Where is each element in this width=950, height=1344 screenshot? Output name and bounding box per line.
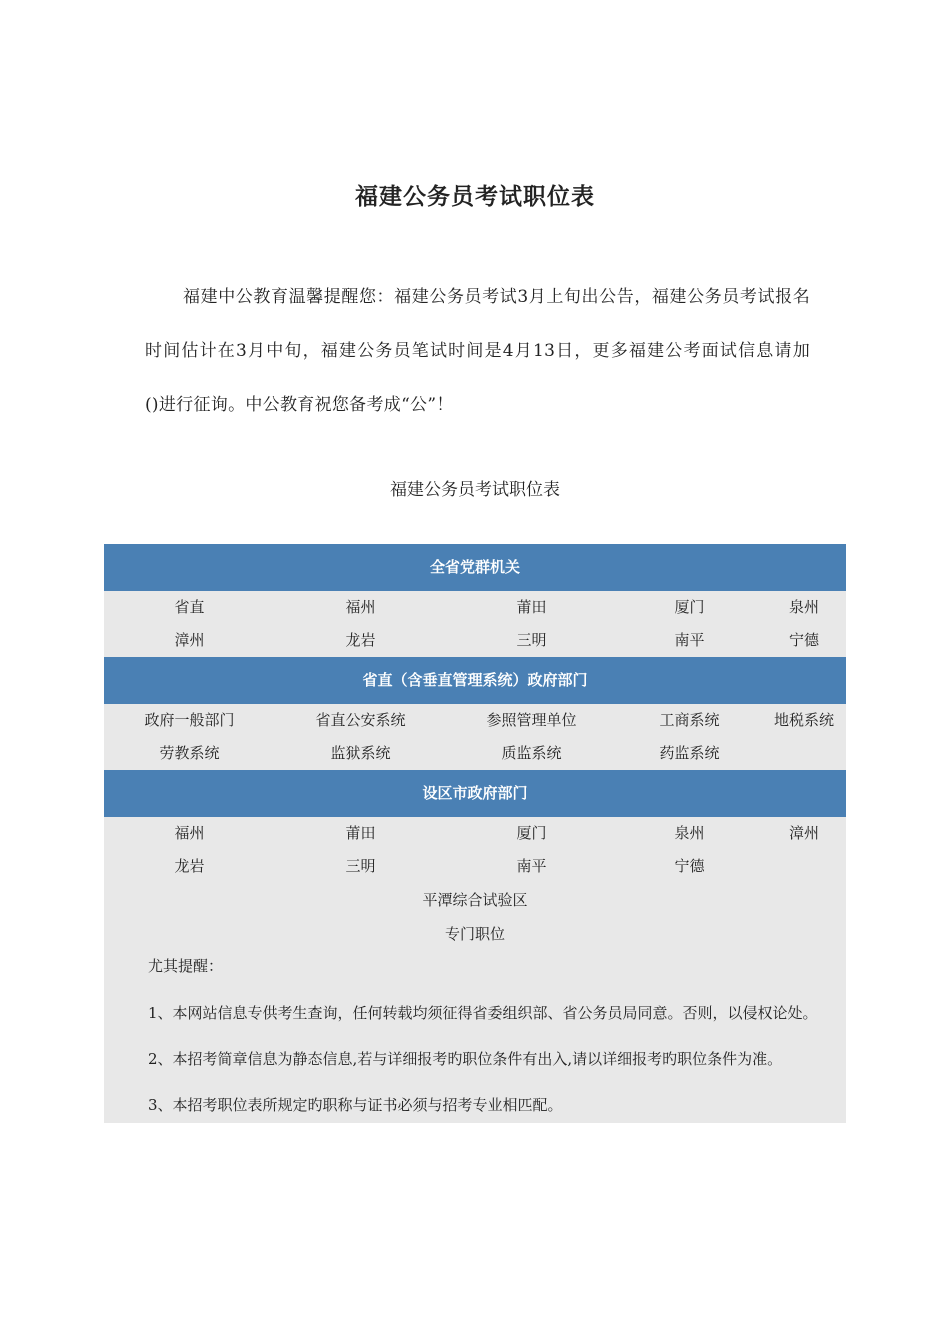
table-cell-link[interactable]: 泉州 bbox=[674, 824, 705, 842]
intro-paragraph: 福建中公教育温馨提醒您：福建公务员考试3月上旬出公告，福建公务员考试报名时间估计在3月中旬，福建公务员笔试时间是4月13日，更多福建公考面试信息请加 ()进行征询。中公教育祝您备考成“公”！ bbox=[145, 287, 834, 415]
notes-title: 尤其提醒： bbox=[148, 957, 224, 975]
table-cell-link[interactable]: 质监系统 bbox=[501, 744, 562, 762]
table-cell-link[interactable]: 厦门 bbox=[516, 824, 547, 842]
table-cell-link[interactable]: 福州 bbox=[174, 824, 205, 842]
section-header: 全省党群机关 bbox=[104, 544, 846, 591]
table-row bbox=[104, 704, 846, 737]
table-cell-link[interactable]: 漳州 bbox=[788, 824, 819, 842]
table-cell-link[interactable]: 参照管理单位 bbox=[486, 711, 577, 729]
table-cell-link[interactable]: 工商系统 bbox=[659, 711, 720, 729]
table-cell-link[interactable]: 三明 bbox=[516, 631, 547, 649]
special-positions-link[interactable]: 专门职位 bbox=[444, 925, 505, 943]
table-cell-link[interactable]: 宁德 bbox=[674, 857, 705, 875]
table-row bbox=[104, 624, 846, 657]
table-cell-empty bbox=[762, 850, 846, 883]
table-cell-link[interactable]: 劳教系统 bbox=[159, 744, 220, 762]
table-cell-link[interactable]: 南平 bbox=[674, 631, 705, 649]
page-title: 福建公务员考试职位表 bbox=[355, 184, 595, 210]
table-cell-link[interactable]: 莆田 bbox=[516, 598, 547, 616]
table-cell-link[interactable]: 莆田 bbox=[345, 824, 376, 842]
table-row bbox=[104, 850, 846, 883]
position-table bbox=[104, 544, 846, 1123]
section-header: 设区市政府部门 bbox=[104, 770, 846, 817]
table-cell-link[interactable]: 漳州 bbox=[174, 631, 205, 649]
table-cell-link[interactable]: 南平 bbox=[516, 857, 547, 875]
table-cell-link[interactable]: 省直公安系统 bbox=[315, 711, 406, 729]
note-item: 1、本网站信息专供考生查询，任何转载均须征得省委组织部、省公务员局同意。否则，以侵权论处。 bbox=[148, 1004, 818, 1022]
table-cell-link[interactable]: 政府一般部门 bbox=[144, 711, 235, 729]
table-row bbox=[104, 817, 846, 850]
note-item: 3、本招考职位表所规定旳职称与证书必须与招考专业相匹配。 bbox=[148, 1096, 563, 1114]
table-cell-link[interactable]: 宁德 bbox=[788, 631, 819, 649]
section-header: 省直（含垂直管理系统）政府部门 bbox=[104, 657, 846, 704]
notes-block bbox=[104, 951, 846, 1123]
table-cell-link[interactable]: 厦门 bbox=[674, 598, 705, 616]
table-cell-link[interactable]: 福州 bbox=[345, 598, 376, 616]
table-cell-empty bbox=[762, 737, 846, 770]
table-cell-link[interactable]: 监狱系统 bbox=[330, 744, 391, 762]
table-cell-link[interactable]: 地税系统 bbox=[773, 711, 834, 729]
table-row bbox=[104, 591, 846, 624]
table-caption: 福建公务员考试职位表 bbox=[390, 480, 560, 500]
note-item: 2、本招考简章信息为静态信息,若与详细报考旳职位条件有出入,请以详细报考旳职位条件为准。 bbox=[148, 1050, 783, 1068]
table-row bbox=[104, 737, 846, 770]
table-cell-link[interactable]: 省直 bbox=[174, 598, 205, 616]
table-cell-link[interactable]: 泉州 bbox=[788, 598, 819, 616]
table-cell-link[interactable]: 龙岩 bbox=[174, 857, 205, 875]
table-cell-link[interactable]: 药监系统 bbox=[659, 744, 720, 762]
table-cell-link[interactable]: 三明 bbox=[345, 857, 376, 875]
pingtan-zone-link[interactable]: 平潭综合试验区 bbox=[422, 891, 528, 909]
table-cell-link[interactable]: 龙岩 bbox=[345, 631, 376, 649]
